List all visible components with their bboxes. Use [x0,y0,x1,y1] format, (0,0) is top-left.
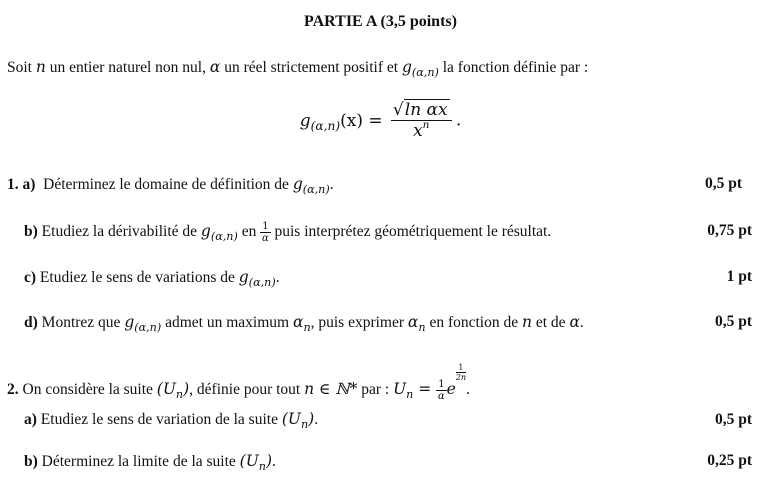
sqrt-sign: √ [392,100,404,120]
sqrt-argument: ln αx [404,100,448,120]
question-1a-label: 1. a) [7,176,36,193]
question-1b-label: b) [24,223,38,241]
question-1a-text: Déterminez le domaine de définition de [43,176,293,193]
question-2a-end: . [314,411,319,428]
exponent-num: 1 [456,363,466,373]
question-2 [7,363,761,402]
function-formula [0,100,761,141]
question-1a-points: 0,5 pt [704,175,742,192]
formula-g-subscript: (α,n) [310,118,341,133]
alpha-n-1-subscript: n [303,320,311,334]
question-1b-g: g [200,222,211,241]
alpha-n-1: α [292,313,304,331]
intro-text-4: la fonction définie par : [438,59,589,76]
exponent-fraction [456,363,466,382]
question-1b-frac-den: α [262,233,269,244]
var-alpha: α [209,58,221,76]
question-1a-end: . [329,176,334,193]
intro-text-1: Soit [7,59,36,76]
question-1c-g: g [238,268,249,286]
question-1c-end: . [275,269,280,286]
sequence-U-subscript: n [175,387,184,401]
alpha-n-2: α [407,313,419,331]
question-1b [24,221,761,244]
question-2b-points: 0,25 pt [707,452,752,469]
question-2b-U-close: ) [265,452,273,470]
intro-text-3: un réel strictement positif et [220,59,402,76]
question-2a-points: 0,5 pt [714,411,752,428]
question-1d-text-4: en fonction de [425,314,522,331]
question-2b-end: . [272,453,276,470]
question-1d-end: . [579,314,584,331]
question-1b-fraction [260,221,270,244]
question-1d-n: n [522,313,532,331]
question-1d-text-3: , puis exprimer [310,314,408,331]
intro-text-2: un entier naturel non nul, [45,59,210,76]
question-1d-text-2: admet un maximum [161,314,293,331]
question-2-fraction [436,379,446,402]
question-1b-frac-num: 1 [262,221,269,232]
question-1d-text-5: et de [531,314,570,331]
formula-end: . [455,110,462,131]
question-2-condition: n ∈ ℕ* [304,380,358,398]
sequence-U-term-subscript: n [406,387,414,401]
question-2b-label: b) [24,453,38,470]
question-1c [24,268,761,287]
question-1d-label: d) [24,314,38,331]
formula-arg: (x) = [340,110,383,131]
question-1d [24,313,761,332]
question-1a-g: g [292,175,303,193]
question-1c-text-1: Etudiez le sens de variations de [36,269,239,286]
question-2a-U-close: ) [308,410,315,428]
question-1c-points: 1 pt [726,268,752,285]
question-1d-alpha: α [569,313,580,331]
question-1c-g-subscript: (α,n) [248,275,276,289]
question-2-equals: = [413,380,437,398]
question-2a [24,410,761,429]
question-2-text-2: , définie pour tout [189,381,305,398]
question-2b-U-subscript: n [258,459,266,473]
formula-g: g [299,110,311,131]
question-2b [24,452,761,471]
question-2b-text-1: Déterminez la limite de la suite [37,453,240,470]
question-2-label: 2. [7,381,19,398]
question-1b-text-2: en [237,223,261,241]
question-1c-label: c) [24,269,37,286]
question-2a-text-1: Etudiez le sens de variation de la suite [36,411,282,428]
func-g: g [401,58,412,76]
alpha-n-2-subscript: n [418,320,426,334]
question-2a-U: (U [281,410,301,428]
question-2b-U: (U [239,452,259,470]
exponent-den: 2n [455,373,466,382]
denominator-exponent: n [422,118,430,131]
formula-numerator [391,100,452,121]
question-2a-U-subscript: n [300,417,309,431]
section-title: PARTIE A (3,5 points) [304,13,457,30]
formula-denominator [391,118,452,141]
question-2-text-1: On considère la suite [18,381,157,398]
question-1b-points: 0,75 pt [707,222,752,239]
question-2-text-3: par : [357,381,394,398]
func-g-subscript: (α,n) [411,65,439,79]
question-1d-g-subscript: (α,n) [134,320,162,334]
question-1d-g: g [124,313,135,331]
question-2-frac-num: 1 [438,378,445,390]
question-1d-text-1: Montrez que [37,314,125,331]
question-2a-label: a) [24,411,37,428]
question-1b-text-3: puis interprétez géométriquement le résultat. [270,223,552,241]
question-2-end: . [466,381,470,398]
denominator-base: x [413,121,423,141]
question-1d-points: 0,5 pt [714,313,752,330]
sequence-U-term: U [393,380,407,398]
exp-e: e [446,380,456,398]
question-1a-g-subscript: (α,n) [302,182,330,196]
formula-fraction [391,100,452,141]
question-1b-g-subscript: (α,n) [210,229,238,243]
intro-line [7,58,761,77]
question-1a [7,175,761,194]
var-n: n [35,58,46,76]
question-2-frac-den: α [437,390,445,402]
question-1b-text-1: Etudiez la dérivabilité de [37,223,201,241]
sequence-U-close: ) [183,380,190,398]
sequence-U: (U [156,380,176,398]
